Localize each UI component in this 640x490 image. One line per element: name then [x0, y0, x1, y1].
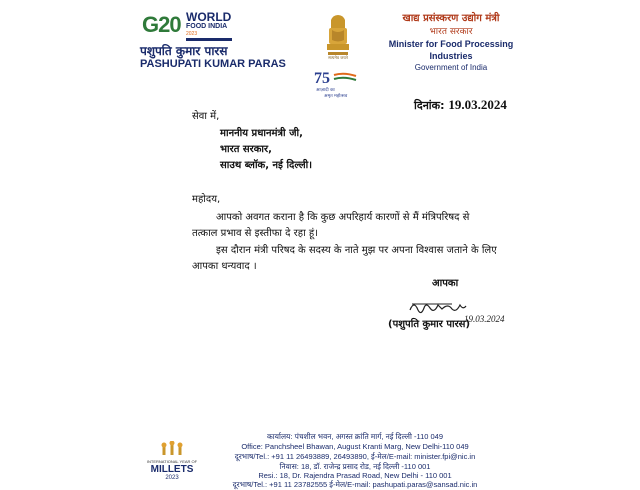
paragraph-1-line-1: आपको अवगत कराना है कि कुछ अपरिहार्य कारणों से मैं मंत्रिपरिषद से — [216, 212, 470, 223]
closing: आपका — [432, 278, 459, 289]
footer-line: कार्यालय: पंचशील भवन, अगस्त क्रांति मार्ग, नई दिल्ली -110 049 — [266, 432, 444, 441]
footer-residence-contact — [0, 480, 640, 490]
paragraph-1-line-2: तत्काल प्रभाव से इस्तीफा दे रहा हूं। — [192, 228, 318, 239]
addressee-line-1: माननीय प्रधानमंत्री जी, — [220, 128, 303, 139]
wfi-logo-line3: 2023 — [186, 31, 198, 37]
footer-line: निवास: 18, डॉ. राजेन्द्र प्रसाद रोड, नई दिल्ली -110 001 — [279, 462, 431, 471]
salutation: महोदय, — [192, 194, 221, 205]
national-emblem-icon — [322, 14, 354, 60]
govt-english: Government of India — [414, 63, 488, 72]
sender-name-hindi: पशुपति कुमार पारस — [140, 44, 228, 58]
wfi-logo-bar — [186, 38, 232, 41]
paragraph-2-line-1: इस दौरान मंत्री परिषद के सदस्य के नाते मुझ पर अपना विश्वास जताने के लिए — [216, 245, 497, 256]
world-food-india-logo — [186, 12, 232, 44]
svg-text:आज़ादी का: आज़ादी का — [316, 88, 335, 93]
footer-office-contact — [0, 452, 640, 462]
ministry-title-hindi: खाद्य प्रसंस्करण उद्योग मंत्री — [402, 13, 500, 24]
wfi-logo-line2: FOOD INDIA — [186, 23, 228, 30]
paragraph-2-line-2: आपका धन्यवाद । — [192, 261, 257, 272]
sender-name-english: PASHUPATI KUMAR PARAS — [140, 58, 286, 70]
signature-date: 19.03.2024 — [464, 314, 505, 324]
svg-text:अमृत महोत्सव: अमृत महोत्सव — [324, 94, 348, 98]
svg-text:75: 75 — [314, 70, 330, 87]
date-value: 19.03.2024 — [448, 97, 507, 112]
footer-line: दूरभाष/Tel.: +91 11 23782555 ई-मेल/E-mail: pashupati.paras@sansad.nic.in — [232, 480, 478, 489]
to-label: सेवा में, — [192, 111, 220, 122]
footer-office-english — [0, 442, 640, 452]
millets-logo-line3: 2023 — [165, 475, 179, 481]
footer-line: Resi.: 18, Dr. Rajendra Prasad Road, New Delhi - 110 001 — [258, 471, 452, 480]
millets-logo-line1: INTERNATIONAL YEAR OF — [146, 459, 198, 464]
govt-hindi: भारत सरकार — [429, 27, 473, 37]
letter-date — [414, 97, 507, 113]
footer-line: Office: Panchsheel Bhawan, August Kranti Marg, New Delhi-110 049 — [241, 442, 469, 451]
svg-text:सत्यमेव जयते: सत्यमेव जयते — [328, 55, 348, 60]
footer-line: दूरभाष/Tel.: +91 11 26493889, 26493890, ई-मेल/E-mail: minister.fpi@nic.in — [234, 452, 476, 461]
addressee-line-2: भारत सरकार, — [220, 144, 272, 155]
signatory-name: (पशुपति कुमार पारस) — [388, 319, 471, 330]
ministry-title-english: Minister for Food Processing Industries — [388, 39, 514, 61]
addressee-line-3: साउथ ब्लॉक, नई दिल्ली। — [220, 160, 313, 171]
millets-logo-line2: MILLETS — [150, 464, 194, 475]
g20-logo: G20 — [142, 12, 181, 37]
azadi-ka-amrit-mahotsav-logo — [312, 68, 364, 98]
ministry-block — [366, 12, 536, 73]
wfi-logo-line1: WORLD — [186, 10, 232, 24]
footer-office-hindi — [0, 432, 640, 442]
date-label: दिनांक: — [414, 99, 445, 112]
